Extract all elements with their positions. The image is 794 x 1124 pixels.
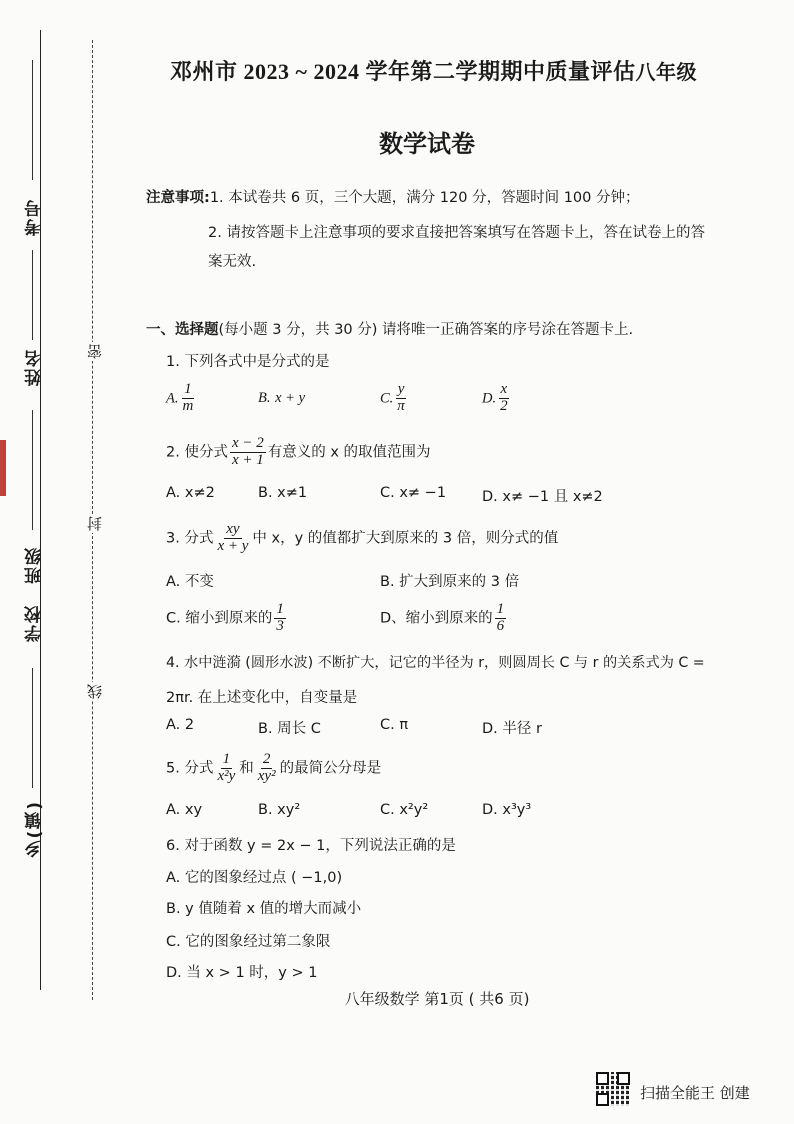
q3-option-a: A. 不变: [166, 574, 214, 590]
q4-option-b: B. 周长 C: [258, 721, 321, 737]
q3-den: x + y: [217, 537, 249, 554]
exam-title: [170, 55, 750, 86]
exam-title-main: 邓州市 2023 ~ 2024 学年第二学期期中质量评估: [170, 59, 636, 84]
q5-f2-num: 2: [262, 751, 271, 767]
q3-option-b: B. 扩大到原来的 3 倍: [380, 574, 520, 590]
scanner-watermark: 扫描全能王 创建: [640, 1084, 750, 1102]
q5-option-d: D. x³y³: [482, 802, 532, 818]
q1-a-label: A.: [166, 390, 179, 407]
q1-d-label: D.: [482, 390, 497, 407]
q3-c-num: 1: [276, 601, 284, 617]
town-fill-line: [32, 668, 33, 788]
q5-pre: 5. 分式: [166, 760, 214, 777]
q2-option-a: A. x≠2: [166, 485, 215, 501]
q1-c-num: y: [397, 381, 405, 397]
q3-d-num: 1: [496, 601, 505, 617]
q2-option-d: D. x≠ −1 且 x≠2: [482, 489, 603, 505]
section-heading: [146, 318, 633, 339]
q4-stem-line1: 4. 水中涟漪 (圆形水波) 不断扩大，记它的半径为 r，则圆周长 C 与 r 的关系式为 C =: [166, 655, 705, 671]
notice-label: 注意事项:: [146, 190, 210, 206]
q5-mid: 和: [239, 760, 254, 777]
q5-f1-num: 1: [222, 751, 231, 767]
q5-f1-den: x²y: [217, 767, 236, 784]
q3-option-d: [380, 602, 508, 635]
q1-option-c: [380, 382, 409, 415]
class-label: 班级: [25, 546, 45, 584]
seal-char-feng: 封: [86, 516, 104, 531]
q3-d-fraction: [495, 602, 507, 635]
q3-c-text: C. 缩小到原来的: [166, 610, 273, 627]
q6-option-b: B. y 值随着 x 值的增大而减小: [166, 901, 362, 917]
q3-c-fraction: [274, 602, 286, 635]
q4-stem-line2: 2πr. 在上述变化中，自变量是: [166, 690, 358, 706]
q5-fraction-1: [215, 752, 237, 785]
name-label: 姓名: [25, 348, 45, 386]
notice-item-1-text: 1. 本试卷共 6 页，三个大题，满分 120 分，答题时间 100 分钟；: [209, 190, 640, 206]
q6-stem: 6. 对于函数 y = 2x − 1，下列说法正确的是: [166, 838, 456, 854]
q6-option-a: A. 它的图象经过点 ( −1,0): [166, 870, 343, 886]
page-footer: 八年级数学 第1页 ( 共6 页): [344, 990, 530, 1008]
section-heading-rest: (每小题 3 分，共 30 分) 请将唯一正确答案的序号涂在答题卡上.: [218, 322, 634, 338]
q4-option-c: C. π: [380, 717, 409, 733]
q4-option-a: A. 2: [166, 717, 195, 733]
q5-option-b: B. xy²: [258, 802, 301, 818]
q1-c-den: π: [397, 397, 405, 414]
name-fill-line: [32, 250, 33, 340]
q3-c-den: 3: [276, 617, 284, 634]
notice-item-1: [146, 186, 640, 207]
exam-no-fill-line: [32, 60, 33, 180]
q1-d-fraction: [498, 382, 510, 415]
q4-option-d: D. 半径 r: [482, 721, 542, 737]
q1-a-num: 1: [184, 381, 192, 397]
q3-d-den: 6: [496, 617, 505, 634]
q2-fraction: [230, 436, 266, 469]
q1-option-a: [166, 382, 197, 415]
q2-den: x + 1: [231, 451, 264, 468]
q3-pre: 3. 分式: [166, 530, 214, 547]
q1-stem: 1. 下列各式中是分式的是: [166, 354, 330, 370]
qr-code-icon: [596, 1072, 630, 1106]
seal-char-mi: 密: [86, 344, 104, 359]
class-fill-line: [32, 410, 33, 530]
q2-option-c: C. x≠ −1: [380, 485, 447, 501]
q2-stem: [166, 436, 431, 469]
q5-fraction-2: [256, 752, 278, 785]
q6-option-d: D. 当 x > 1 时，y > 1: [166, 965, 318, 981]
q5-option-a: A. xy: [166, 802, 203, 818]
q3-option-c: [166, 602, 288, 635]
q5-stem: [166, 752, 381, 785]
q1-c-label: C.: [380, 390, 394, 407]
q3-post: 中 x，y 的值都扩大到原来的 3 倍，则分式的值: [252, 530, 559, 547]
q6-option-c: C. 它的图象经过第二象限: [166, 934, 331, 950]
seal-char-xian: 线: [86, 684, 104, 699]
q2-post: 有意义的 x 的取值范围为: [267, 444, 431, 461]
notice-item-2b: 案无效.: [208, 254, 257, 270]
q2-num: x − 2: [231, 435, 264, 451]
q1-b-label: B.: [258, 390, 271, 406]
q5-post: 的最简公分母是: [279, 760, 382, 777]
q3-stem: [166, 522, 558, 555]
q1-d-den: 2: [500, 397, 508, 414]
exam-no-label: 考号: [25, 198, 45, 236]
q1-a-den: m: [182, 397, 194, 414]
edge-mark: [0, 440, 6, 496]
q1-b-text: x + y: [275, 390, 305, 406]
exam-grade: 八年级: [635, 62, 697, 84]
exam-subject: 数学试卷: [379, 130, 475, 158]
school-label: 学校: [25, 604, 45, 642]
q5-option-c: C. x²y²: [380, 802, 429, 818]
town-label: 乡(镇): [25, 800, 45, 858]
section-heading-bold: 一、选择题: [146, 322, 219, 338]
q3-fraction: [215, 522, 250, 555]
q5-f2-den: xy²: [257, 767, 276, 784]
q3-num: xy: [226, 521, 240, 537]
q1-d-num: x: [500, 381, 508, 397]
q3-d-text: D、缩小到原来的: [380, 610, 493, 627]
q1-c-fraction: [395, 382, 407, 415]
notice-item-2a: 2. 请按答题卡上注意事项的要求直接把答案填写在答题卡上，答在试卷上的答: [208, 225, 705, 241]
q1-option-b: [258, 390, 305, 407]
q1-a-fraction: [180, 382, 195, 415]
q2-pre: 2. 使分式: [166, 444, 228, 461]
q1-option-d: [482, 382, 512, 415]
q2-option-b: B. x≠1: [258, 485, 308, 501]
